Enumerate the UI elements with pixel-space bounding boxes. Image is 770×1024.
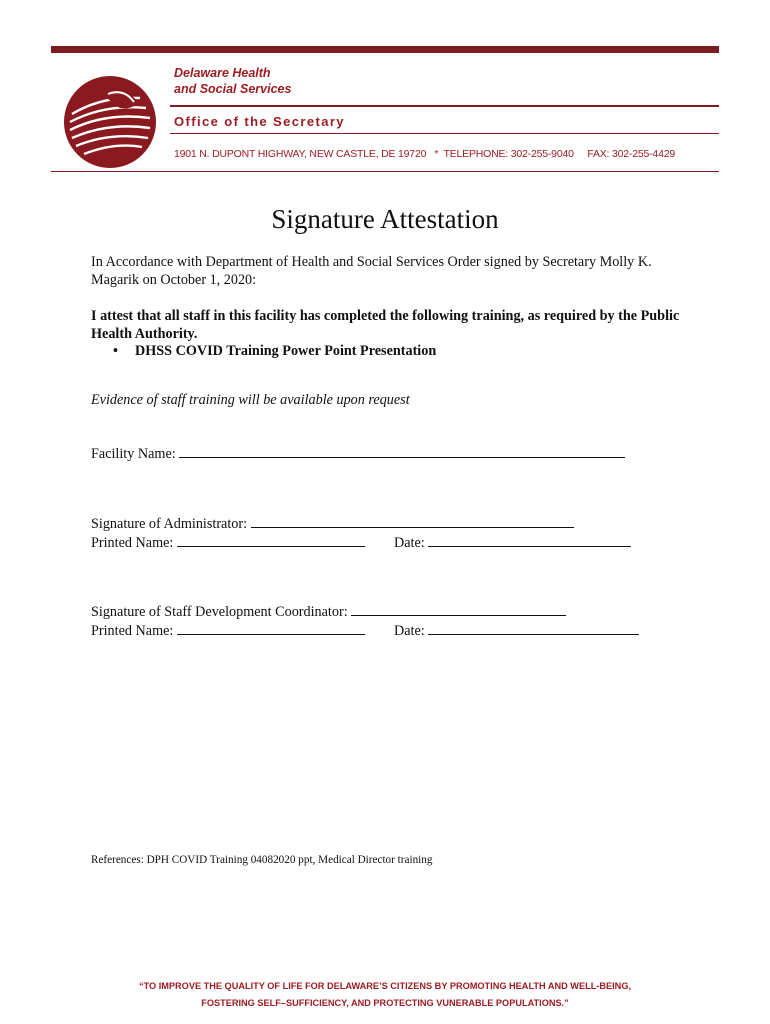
staff-dev-signature-field [91, 603, 566, 621]
footer-motto [0, 978, 770, 1012]
office-rule-bottom [170, 133, 719, 134]
facility-name-field [91, 445, 625, 463]
staff-dev-printed-name-line[interactable] [177, 622, 365, 635]
staff-dev-date-label: Date: [394, 623, 425, 639]
bullet-icon: • [113, 343, 118, 359]
staff-dev-date-field [394, 622, 639, 640]
facility-name-line[interactable] [179, 445, 625, 458]
staff-dev-signature-label: Signature of Staff Development Coordinator: [91, 604, 348, 620]
facility-name-label: Facility Name: [91, 446, 176, 462]
admin-printed-name-label: Printed Name: [91, 535, 174, 551]
admin-printed-name-field [91, 534, 365, 552]
agency-name-line1: Delaware Health [174, 66, 271, 80]
footer-motto-line2: FOSTERING SELF–SUFFICIENCY, AND PROTECTING VUNERABLE POPULATIONS.” [201, 998, 569, 1008]
office-rule-top [170, 105, 719, 107]
office-name: Office of the Secretary [174, 114, 345, 129]
agency-name [174, 65, 291, 97]
admin-signature-label: Signature of Administrator: [91, 516, 248, 532]
footer-motto-line1: “TO IMPROVE THE QUALITY OF LIFE FOR DELAWARE’S CITIZENS BY PROMOTING HEALTH AND WELL-BEING, [138, 981, 632, 991]
top-rule [51, 46, 719, 53]
staff-dev-printed-name-field [91, 622, 365, 640]
bullet-item: DHSS COVID Training Power Point Presentation [135, 343, 437, 359]
dhss-logo [62, 74, 158, 170]
admin-signature-field [91, 515, 574, 533]
intro-paragraph: In Accordance with Department of Health and Social Services Order signed by Secretary Molly K. Magarik on October 1, 2020: [91, 254, 652, 288]
admin-signature-line[interactable] [251, 515, 574, 528]
address-line: 1901 N. DUPONT HIGHWAY, NEW CASTLE, DE 19720 * TELEPHONE: 302-255-9040 FAX: 302-255-4429 [174, 148, 675, 160]
agency-name-line2: and Social Services [174, 82, 292, 96]
staff-dev-printed-name-label: Printed Name: [91, 623, 174, 639]
staff-dev-signature-line[interactable] [351, 603, 566, 616]
header-bottom-rule [51, 171, 719, 172]
admin-date-field [394, 534, 631, 552]
page-title: Signature Attestation [271, 204, 499, 234]
admin-date-label: Date: [394, 535, 425, 551]
admin-date-line[interactable] [428, 534, 631, 547]
bullet-list [113, 343, 436, 360]
admin-printed-name-line[interactable] [177, 534, 365, 547]
attestation-statement: I attest that all staff in this facility has completed the following training, as required by the Public Health Authority. [91, 308, 680, 342]
staff-dev-date-line[interactable] [428, 622, 639, 635]
references: References: DPH COVID Training 04082020 ppt, Medical Director training [91, 854, 433, 866]
evidence-note: Evidence of staff training will be available upon request [91, 392, 410, 408]
